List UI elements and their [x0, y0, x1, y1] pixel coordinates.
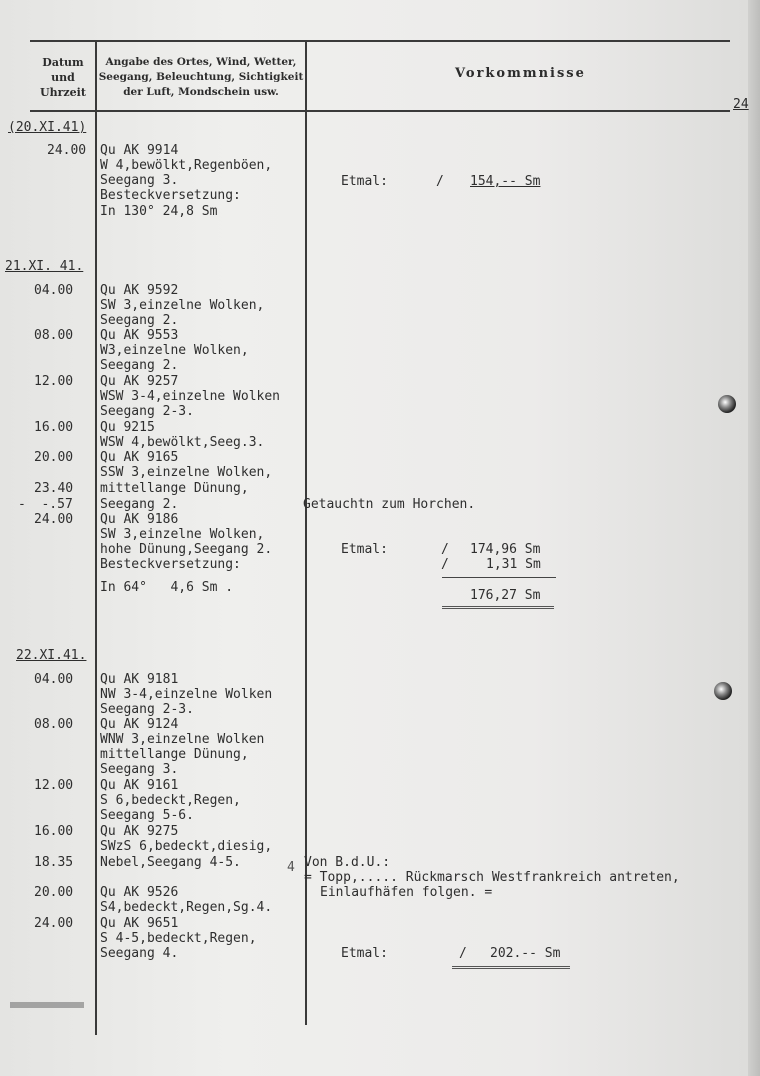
- time-cell: 16.00: [34, 824, 74, 839]
- weather-line: Seegang 2.: [100, 313, 179, 328]
- radio-message: = Topp,..... Rückmarsch Westfrankreich antreten,: [304, 870, 680, 885]
- top-rule: [30, 40, 730, 42]
- weather-line: mittellange Dünung,: [100, 747, 249, 762]
- time-cell: 24.00: [47, 143, 87, 158]
- etmal-marker: /: [459, 946, 467, 961]
- etmal-value: 202.-- Sm: [490, 946, 561, 961]
- radio-message: Einlaufhäfen folgen. =: [320, 885, 493, 900]
- time-cell: 24.00: [34, 916, 74, 931]
- header-rule: [30, 110, 730, 112]
- time-cell: 23.40: [34, 481, 74, 496]
- header-date-line: Datum: [42, 56, 84, 69]
- etmal-label: Etmal:: [341, 946, 388, 961]
- weather-line: Nebel,Seegang 4-5.: [100, 855, 241, 870]
- dive-note: Getauchtn zum Horchen.: [303, 497, 476, 512]
- weather-line: Qu AK 9592: [100, 283, 179, 298]
- weather-line: SWzS 6,bedeckt,diesig,: [100, 839, 273, 854]
- weather-line: Qu AK 9181: [100, 672, 179, 687]
- weather-line: Qu AK 9165: [100, 450, 179, 465]
- etmal-value: 154,-- Sm: [470, 174, 541, 189]
- etmal-label: Etmal:: [341, 542, 388, 557]
- weather-line: Besteckversetzung:: [100, 557, 241, 572]
- etmal-label: Etmal:: [341, 174, 388, 189]
- weather-line: Qu AK 9161: [100, 778, 179, 793]
- weather-line: W3,einzelne Wolken,: [100, 343, 249, 358]
- weather-line: Seegang 3.: [100, 762, 179, 777]
- time-cell: 08.00: [34, 717, 74, 732]
- weather-line: S 4-5,bedeckt,Regen,: [100, 931, 257, 946]
- etmal-marker: /: [436, 174, 444, 189]
- date-entry: 22.XI.41.: [16, 648, 87, 663]
- sum-double-rule: [442, 606, 554, 609]
- radio-from: Von B.d.U.:: [304, 855, 391, 870]
- punch-hole: [718, 395, 736, 413]
- sum-rule: [442, 577, 556, 578]
- weather-line: Qu AK 9553: [100, 328, 179, 343]
- time-cell: 16.00: [34, 420, 74, 435]
- etmal-value: 1,31 Sm: [486, 557, 541, 572]
- etmal-sum: 176,27 Sm: [470, 588, 541, 603]
- weather-line: WNW 3,einzelne Wolken: [100, 732, 265, 747]
- weather-line: S 6,bedeckt,Regen,: [100, 793, 241, 808]
- weather-line: WSW 3-4,einzelne Wolken: [100, 389, 281, 404]
- weather-line: SW 3,einzelne Wolken,: [100, 527, 265, 542]
- weather-line: Seegang 2.: [100, 497, 179, 512]
- weather-line: mittellange Dünung,: [100, 481, 249, 496]
- weather-line: Seegang 3.: [100, 173, 179, 188]
- margin-mark: 4: [287, 860, 295, 875]
- header-date-line: und: [51, 71, 75, 84]
- weather-line: Seegang 2-3.: [100, 404, 194, 419]
- page-number: 24: [733, 97, 749, 112]
- time-cell: 08.00: [34, 328, 74, 343]
- weather-line: Qu AK 9257: [100, 374, 179, 389]
- weather-line: Seegang 4.: [100, 946, 179, 961]
- weather-line: Besteckversetzung:: [100, 188, 241, 203]
- weather-line: Seegang 2-3.: [100, 702, 194, 717]
- scribble-bottom: [10, 1002, 84, 1008]
- etmal-value: 174,96 Sm: [470, 542, 541, 557]
- date-entry: (20.XI.41): [8, 120, 87, 135]
- weather-line: NW 3-4,einzelne Wolken: [100, 687, 273, 702]
- header-date-line: Uhrzeit: [40, 86, 86, 99]
- weather-line: W 4,bewölkt,Regenböen,: [100, 158, 273, 173]
- weather-line: SW 3,einzelne Wolken,: [100, 298, 265, 313]
- weather-line: Qu AK 9186: [100, 512, 179, 527]
- etmal-marker: /: [441, 557, 449, 572]
- weather-line: Qu 9215: [100, 420, 155, 435]
- weather-line: Qu AK 9526: [100, 885, 179, 900]
- time-cell: 04.00: [34, 672, 74, 687]
- sum-double-rule: [452, 966, 570, 969]
- etmal-marker: /: [441, 542, 449, 557]
- weather-line: SSW 3,einzelne Wolken,: [100, 465, 273, 480]
- time-cell: - -.57: [18, 497, 73, 512]
- header-weather-line: Angabe des Ortes, Wind, Wetter,: [105, 56, 297, 68]
- time-cell: 18.35: [34, 855, 74, 870]
- header-weather: [97, 55, 305, 100]
- weather-line: Qu AK 9914: [100, 143, 179, 158]
- page-edge: [748, 0, 760, 1076]
- weather-line: In 64° 4,6 Sm .: [100, 580, 234, 595]
- time-cell: 20.00: [34, 450, 74, 465]
- date-entry: 21.XI. 41.: [5, 259, 84, 274]
- weather-line: Qu AK 9124: [100, 717, 179, 732]
- header-weather-line: der Luft, Mondschein usw.: [123, 86, 279, 98]
- weather-line: Seegang 5-6.: [100, 808, 194, 823]
- column-divider-1: [95, 40, 97, 1035]
- time-cell: 12.00: [34, 374, 74, 389]
- header-date: [32, 55, 94, 100]
- weather-line: Qu AK 9651: [100, 916, 179, 931]
- time-cell: 20.00: [34, 885, 74, 900]
- weather-line: Qu AK 9275: [100, 824, 179, 839]
- header-weather-line: Seegang, Beleuchtung, Sichtigkeit: [98, 71, 304, 83]
- weather-line: In 130° 24,8 Sm: [100, 204, 218, 219]
- time-cell: 24.00: [34, 512, 74, 527]
- weather-line: Seegang 2.: [100, 358, 179, 373]
- header-events: Vorkommnisse: [455, 66, 586, 81]
- time-cell: 04.00: [34, 283, 74, 298]
- weather-line: WSW 4,bewölkt,Seeg.3.: [100, 435, 265, 450]
- weather-line: hohe Dünung,Seegang 2.: [100, 542, 273, 557]
- punch-hole: [714, 682, 732, 700]
- weather-line: S4,bedeckt,Regen,Sg.4.: [100, 900, 273, 915]
- time-cell: 12.00: [34, 778, 74, 793]
